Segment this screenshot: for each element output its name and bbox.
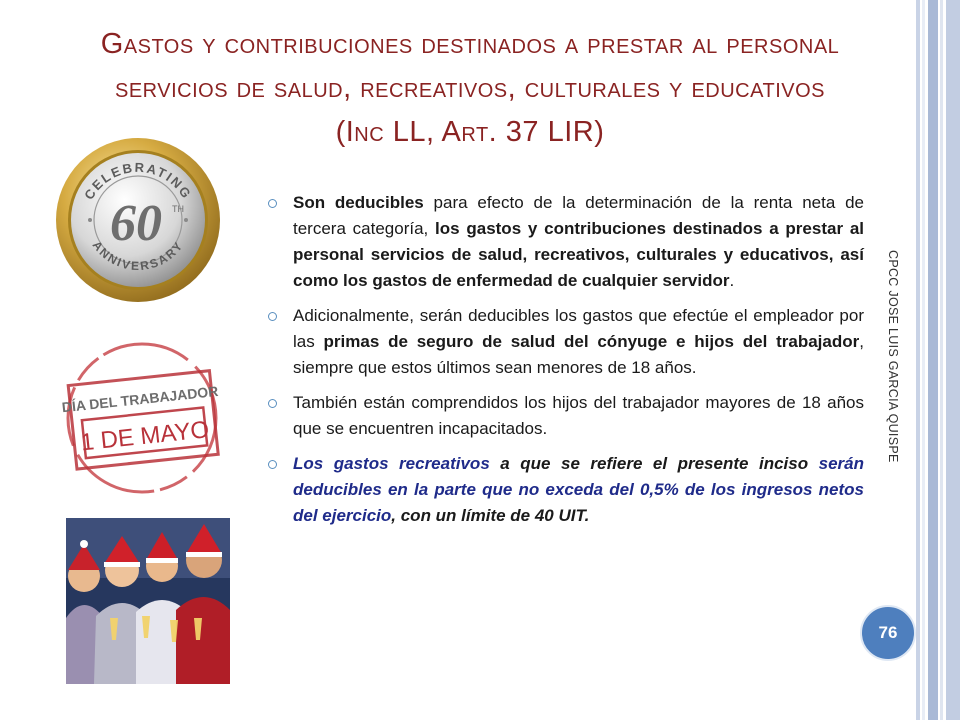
bullet-icon [268,312,277,321]
badge-suffix: TH [172,204,184,214]
bullet-text-1: Son deducibles para efecto de la determinación de la renta neta de tercera categoría, los gastos y contribuciones destinados a prestar al personal servicios de salud, recreativos, culturales y educativos, así como los gastos de enfermedad de cualquier servidor. [293,193,865,290]
list-item [286,303,864,381]
anniversary-badge-image [54,136,222,304]
title-line-3: (Inc LL, Art. 37 LIR) [335,116,605,148]
side-author-text: CPCC JOSE LUIS GARCIA QUISPE [886,250,900,463]
decorative-side-stripes [916,0,960,720]
content-bullets [286,190,864,538]
list-item [286,390,864,442]
title-line-2: servicios de salud, recreativos, culturales y educativos [114,72,825,104]
stamp-line-2: 1 DE MAYO [79,416,211,457]
badge-top-text: CELEBRATING [81,159,195,203]
badge-number: 60 [110,195,162,252]
stamp-line-1: DÍA DEL TRABAJADOR [61,382,219,416]
celebration-photo-image [66,518,230,684]
badge-bottom-text: ANNIVERSARY [89,238,187,274]
slide-title [40,22,900,154]
bullet-icon [268,199,277,208]
bullet-icon [268,399,277,408]
list-item [286,190,864,294]
bullet-text-3: También están comprendidos los hijos del trabajador mayores de 18 años que se encuentren incapacitados. [293,393,864,438]
labor-day-stamp-image [58,338,226,498]
bullet-text-4: Los gastos recreativos a que se refiere el presente inciso serán deducibles en la parte que no exceda del 0,5% de los ingresos netos del ejercicio, con un límite de 40 UIT. [293,454,864,525]
bullet-text-2: Adicionalmente, serán deducibles los gastos que efectúe el empleador por las primas de seguro de salud del cónyuge e hijos del trabajador, siempre que estos últimos sean menores de 18 años. [293,306,864,377]
page-number-badge: 76 [860,605,916,661]
bullet-icon [268,460,277,469]
list-item [286,451,864,529]
title-line-1: Gastos y contribuciones destinados a prestar al personal [100,28,840,60]
